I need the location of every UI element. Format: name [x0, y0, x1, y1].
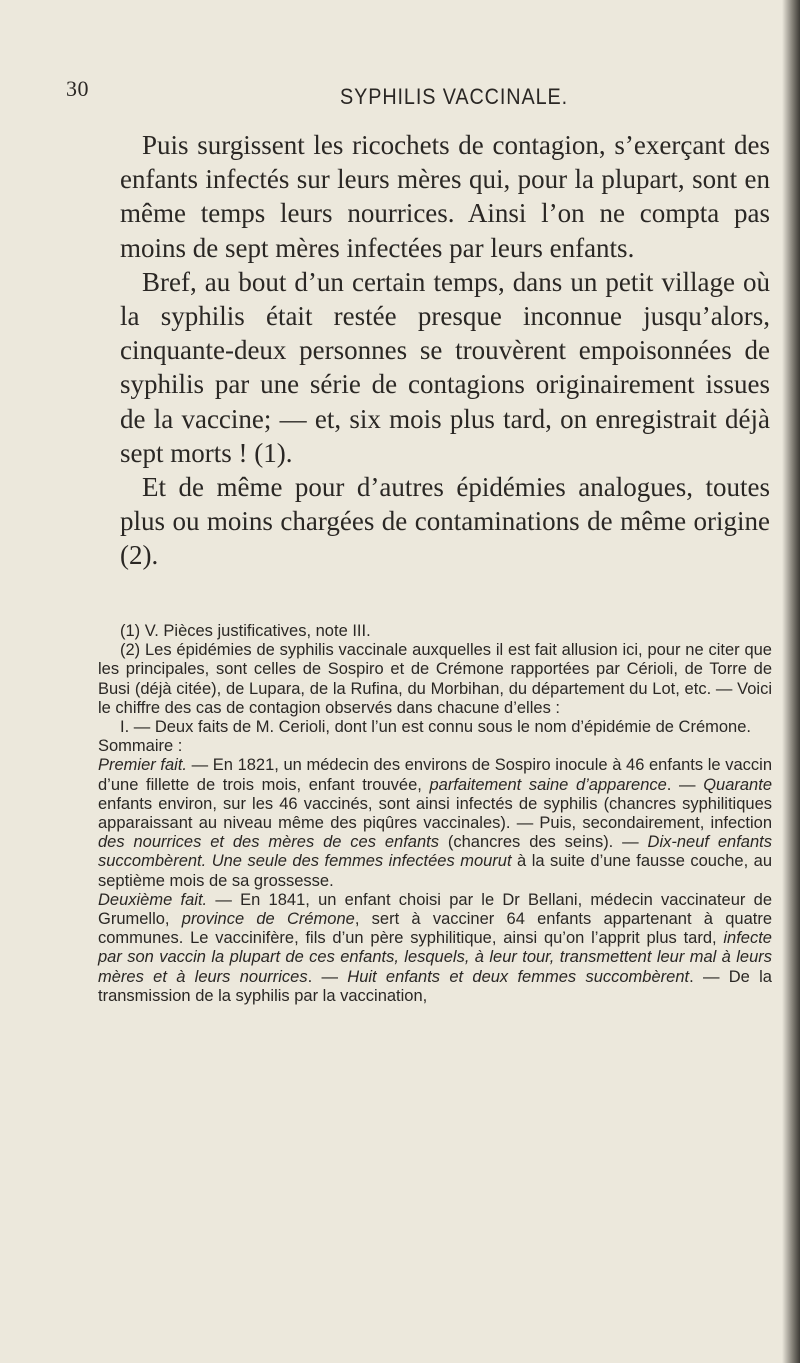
footnote-1: (1) V. Pièces justificatives, note III.	[120, 622, 371, 640]
paragraph-3: Et de même pour d’autres épidémies analogues, toutes plus ou moins chargées de contaminations de même origine (2).	[120, 472, 770, 571]
page-header	[0, 76, 780, 116]
summary-label: Sommaire :	[98, 737, 183, 756]
first-fact: Premier fait. — En 1821, un médecin des environs de Sospiro inocule à 46 enfants le vaccin d’une fillette de trois mois, enfant trouvée, parfaitement saine d’apparence. — Quarante enfants environ, sur les 46 vaccinés, sont ainsi infectés de syphilis (chancres syphilitiques apparaissant au niveau même des piqûres vaccinales). — Puis, secondairement, infection des nourrices et des mères de ces enfants (chancres des seins). — Dix-neuf enfants succombèrent. Une seule des femmes infectées mourut à la suite d’une fausse couche, au septième mois de sa grossesse.	[98, 756, 773, 890]
second-fact: Deuxième fait. — En 1841, un enfant choisi par le Dr Bellani, médecin vaccinateur de Grumello, province de Crémone, sert à vacciner 64 enfants appartenant à quatre communes. Le vaccinifère, fils d’un père syphilitique, ainsi qu’on l’apprit plus tard, infecte par son vaccin la plupart de ces enfants, lesquels, à leur tour, transmettent leur mal à leurs mères et à leurs nourrices. — Huit enfants et deux femmes succombèrent. — De la transmission de la syphilis par la vaccination,	[98, 890, 772, 1005]
main-text	[120, 128, 770, 573]
second-fact-label: Deuxième fait.	[98, 890, 208, 909]
paragraph-2: Bref, au bout d’un certain temps, dans un petit village où la syphilis était restée presque inconnue jusqu’alors, cinquante-deux personnes se trouvèrent empoisonnées de syphilis par une série de contagions originairement issues de la vaccine; — et, six mois plus tard, on enregistrait déjà sept morts ! (1).	[120, 266, 770, 468]
page-number: 30	[66, 76, 89, 101]
first-fact-label: Premier fait.	[98, 756, 187, 775]
case-1-intro: I. — Deux faits de M. Cerioli, dont l’un est connu sous le nom d’épidémie de Crémone.	[120, 718, 751, 737]
paragraph-1: Puis surgissent les ricochets de contagion, s’exerçant des enfants infectés sur leurs mères qui, pour la plupart, sont en même temps leurs nourrices. Ainsi l’on ne compta pas moins de sept mères infectées par leurs enfants.	[120, 130, 770, 263]
footnote-2: (2) Les épidémies de syphilis vaccinale auxquelles il est fait allusion ici, pour ne citer que les principales, sont celles de Sospiro et de Crémone rapportées par Cérioli, de Torre de Busi (déjà citée), de Lupara, de la Rufina, du Morbihan, du département du Lot, etc. — Voici le chiffre des cas de contagion observés dans chacune d’elles :	[98, 641, 772, 717]
page-edge-shadow	[782, 0, 800, 1363]
footnotes	[98, 622, 772, 1006]
running-title: SYPHILIS VACCINALE.	[340, 84, 569, 109]
